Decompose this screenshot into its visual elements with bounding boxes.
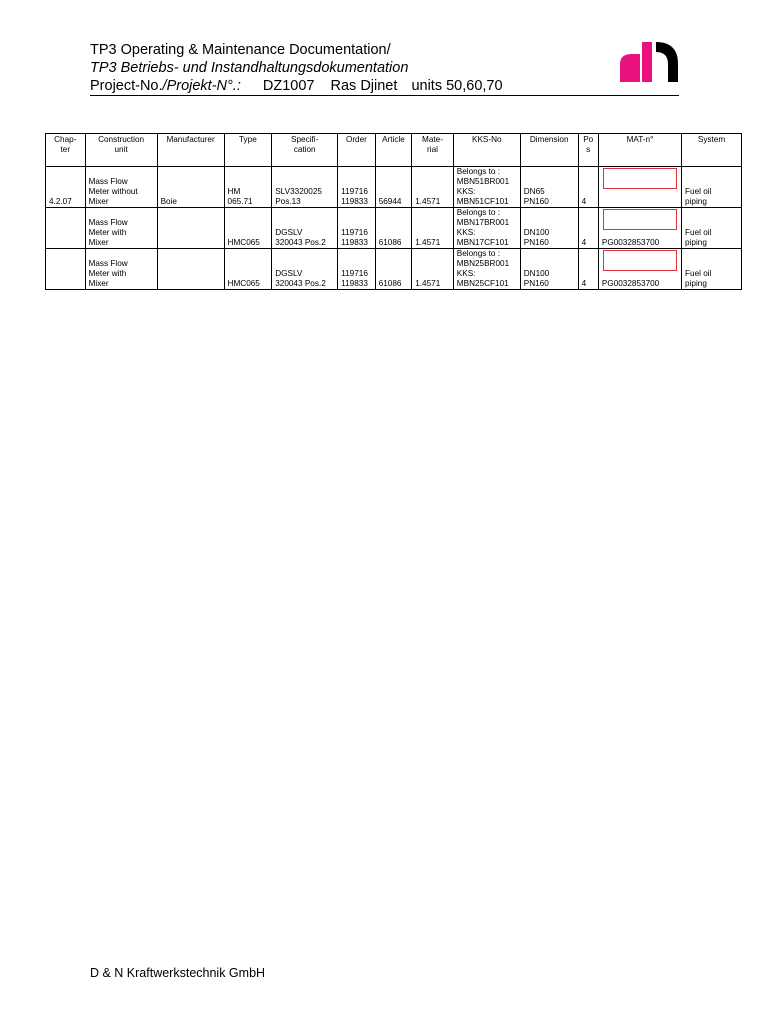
mat-number-field[interactable] <box>603 168 677 189</box>
cell-text: Fuel oil piping <box>685 187 712 206</box>
cell-kks <box>453 208 520 249</box>
cell-text: HMC065 <box>227 238 260 247</box>
cell-chapter <box>46 249 86 290</box>
cell-dimension <box>520 208 578 249</box>
cell-text: 1.4571 <box>415 197 441 206</box>
cell-pos <box>578 167 598 208</box>
column-header: Article <box>375 134 412 167</box>
cell-text: HM 065.71 <box>227 187 253 206</box>
title-german: TP3 Betriebs- und Instandhaltungsdokumentation <box>90 60 409 76</box>
cell-order <box>338 249 376 290</box>
cell-kks <box>453 249 520 290</box>
cell-chapter <box>46 208 86 249</box>
cell-text: DGSLV 320043 Pos.2 <box>275 269 326 288</box>
cell-dimension <box>520 167 578 208</box>
cell-mat <box>598 208 681 249</box>
cell-text: Fuel oil piping <box>685 228 712 247</box>
column-header: Dimension <box>520 134 578 167</box>
cell-unit <box>85 249 157 290</box>
cell-material <box>412 249 454 290</box>
mat-number-field[interactable] <box>603 250 677 271</box>
cell-mat <box>598 167 681 208</box>
column-header: Po s <box>578 134 598 167</box>
cell-unit <box>85 208 157 249</box>
header-rule <box>90 95 679 96</box>
cell-spec <box>272 249 338 290</box>
cell-text: DGSLV 320043 Pos.2 <box>275 228 326 247</box>
cell-manufacturer <box>157 249 224 290</box>
cell-order <box>338 167 376 208</box>
column-header: Specifi- cation <box>272 134 338 167</box>
cell-text: 1.4571 <box>415 238 441 247</box>
cell-text: Fuel oil piping <box>685 269 712 288</box>
cell-text: 119716 119833 <box>341 269 368 288</box>
document-header <box>90 41 680 95</box>
cell-order <box>338 208 376 249</box>
table-row <box>46 249 742 290</box>
column-header: Manufacturer <box>157 134 224 167</box>
cell-text: Mass Flow Meter with Mixer <box>88 259 128 288</box>
column-header: Chap- ter <box>46 134 86 167</box>
cell-pos <box>578 249 598 290</box>
cell-pos <box>578 208 598 249</box>
cell-article <box>375 167 412 208</box>
cell-text: PG0032853700 <box>601 238 660 247</box>
cell-text: DN100 PN160 <box>523 269 550 288</box>
cell-text: Mass Flow Meter without Mixer <box>88 177 138 206</box>
cell-system <box>682 249 742 290</box>
cell-manufacturer <box>157 167 224 208</box>
cell-chapter <box>46 167 86 208</box>
cell-spec <box>272 167 338 208</box>
cell-text: Belongs to : MBN25BR001 KKS: MBN25CF101 <box>456 249 510 288</box>
column-header: MAT-n° <box>598 134 681 167</box>
cell-text: SLV3320025 Pos.13 <box>275 187 322 206</box>
project-number: DZ1007 <box>262 78 315 94</box>
cell-text: Boie <box>160 197 177 206</box>
cell-text: 61086 <box>378 279 402 288</box>
cell-kks <box>453 167 520 208</box>
project-label-en: Project-No. <box>90 78 163 94</box>
company-logo <box>620 42 678 82</box>
cell-material <box>412 167 454 208</box>
project-separator: / <box>162 78 167 94</box>
footer-company: D & N Kraftwerkstechnik GmbH <box>90 966 266 980</box>
cell-unit <box>85 167 157 208</box>
cell-manufacturer <box>157 208 224 249</box>
cell-text: Belongs to : MBN17BR001 KKS: MBN17CF101 <box>456 208 510 247</box>
cell-material <box>412 208 454 249</box>
project-site: Ras Djinet <box>330 78 398 94</box>
column-header: Type <box>224 134 272 167</box>
cell-type <box>224 249 272 290</box>
column-header: Order <box>338 134 376 167</box>
column-header: System <box>682 134 742 167</box>
column-header: Mate- rial <box>412 134 454 167</box>
column-header: KKS-No <box>453 134 520 167</box>
title-english: TP3 Operating & Maintenance Documentation/ <box>90 42 391 58</box>
cell-text: 1.4571 <box>415 279 441 288</box>
table-header-row <box>46 134 742 167</box>
cell-system <box>682 167 742 208</box>
cell-text: 4.2.07 <box>49 197 72 206</box>
project-units: units 50,60,70 <box>411 78 503 94</box>
table-row <box>46 208 742 249</box>
cell-text: DN100 PN160 <box>523 228 550 247</box>
cell-article <box>375 249 412 290</box>
column-header: Construction unit <box>85 134 157 167</box>
cell-text: Belongs to : MBN51BR001 KKS: MBN51CF101 <box>456 167 510 206</box>
parts-table <box>45 133 742 290</box>
cell-type <box>224 208 272 249</box>
cell-article <box>375 208 412 249</box>
cell-type <box>224 167 272 208</box>
mat-number-field[interactable] <box>603 209 677 230</box>
cell-text: Mass Flow Meter with Mixer <box>88 218 128 247</box>
cell-spec <box>272 208 338 249</box>
cell-mat <box>598 249 681 290</box>
cell-text: 119716 119833 <box>341 187 368 206</box>
cell-text: 119716 119833 <box>341 228 368 247</box>
cell-text: 56944 <box>378 197 402 206</box>
project-label-de: Projekt-N°.: <box>166 78 241 94</box>
cell-text: PG0032853700 <box>601 279 660 288</box>
cell-text: HMC065 <box>227 279 260 288</box>
cell-text: 4 <box>581 238 587 247</box>
cell-text: 61086 <box>378 238 402 247</box>
cell-system <box>682 208 742 249</box>
cell-text: DN65 PN160 <box>523 187 549 206</box>
cell-text: 4 <box>581 279 587 288</box>
project-line <box>90 77 680 95</box>
cell-text: 4 <box>581 197 587 206</box>
table-row <box>46 167 742 208</box>
cell-dimension <box>520 249 578 290</box>
